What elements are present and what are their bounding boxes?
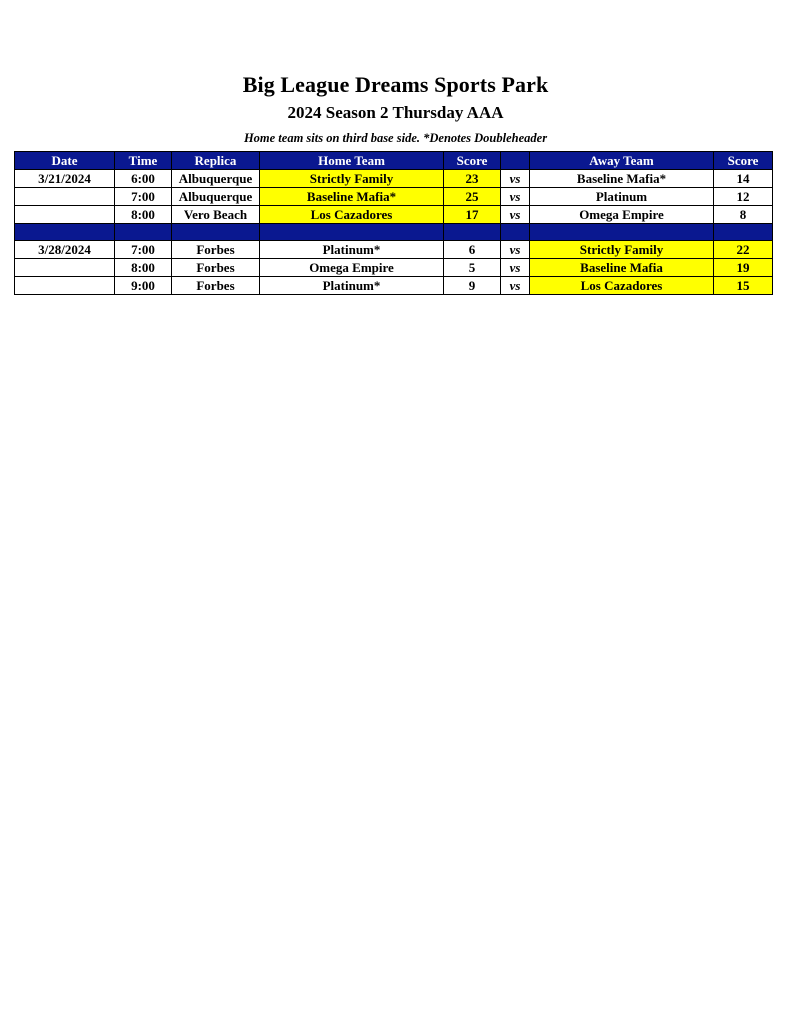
col-header-away-score: Score	[714, 152, 773, 170]
page-subtitle: 2024 Season 2 Thursday AAA	[287, 103, 504, 122]
game-replica: Forbes	[172, 277, 260, 295]
vs-label: vs	[501, 241, 530, 259]
home-score: 25	[444, 188, 501, 206]
away-score: 19	[714, 259, 773, 277]
game-date: 3/21/2024	[15, 170, 115, 188]
separator-cell	[172, 224, 260, 241]
table-row	[15, 277, 773, 295]
table-row	[15, 170, 773, 188]
home-score: 23	[444, 170, 501, 188]
game-time: 6:00	[115, 170, 172, 188]
game-date	[15, 206, 115, 224]
game-time: 8:00	[115, 259, 172, 277]
game-replica: Albuquerque	[172, 170, 260, 188]
home-score: 9	[444, 277, 501, 295]
home-team: Strictly Family	[260, 170, 444, 188]
home-score: 6	[444, 241, 501, 259]
home-team: Baseline Mafia*	[260, 188, 444, 206]
vs-label: vs	[501, 170, 530, 188]
separator-cell	[444, 224, 501, 241]
separator-cell	[15, 224, 115, 241]
game-time: 8:00	[115, 206, 172, 224]
home-score: 17	[444, 206, 501, 224]
away-team: Omega Empire	[530, 206, 714, 224]
table-row	[15, 188, 773, 206]
home-team: Los Cazadores	[260, 206, 444, 224]
vs-label: vs	[501, 277, 530, 295]
game-date: 3/28/2024	[15, 241, 115, 259]
table-row	[15, 259, 773, 277]
table-row	[15, 241, 773, 259]
away-score: 14	[714, 170, 773, 188]
away-team: Baseline Mafia	[530, 259, 714, 277]
col-header-vs	[501, 152, 530, 170]
game-time: 7:00	[115, 241, 172, 259]
week-separator-row	[15, 224, 773, 241]
schedule-table	[14, 151, 773, 295]
col-header-replica: Replica	[172, 152, 260, 170]
away-score: 12	[714, 188, 773, 206]
vs-label: vs	[501, 259, 530, 277]
away-team: Los Cazadores	[530, 277, 714, 295]
game-replica: Forbes	[172, 241, 260, 259]
separator-cell	[530, 224, 714, 241]
home-score: 5	[444, 259, 501, 277]
game-replica: Vero Beach	[172, 206, 260, 224]
away-score: 22	[714, 241, 773, 259]
col-header-away-team: Away Team	[530, 152, 714, 170]
table-header-row	[15, 152, 773, 170]
home-team: Platinum*	[260, 241, 444, 259]
col-header-home-score: Score	[444, 152, 501, 170]
separator-cell	[714, 224, 773, 241]
home-team: Omega Empire	[260, 259, 444, 277]
page-title: Big League Dreams Sports Park	[242, 72, 549, 97]
game-date	[15, 259, 115, 277]
schedule-note: Home team sits on third base side. *Denotes Doubleheader	[243, 131, 548, 145]
separator-cell	[115, 224, 172, 241]
game-time: 7:00	[115, 188, 172, 206]
away-team: Baseline Mafia*	[530, 170, 714, 188]
away-score: 8	[714, 206, 773, 224]
game-date	[15, 277, 115, 295]
col-header-home-team: Home Team	[260, 152, 444, 170]
away-team: Strictly Family	[530, 241, 714, 259]
away-score: 15	[714, 277, 773, 295]
col-header-time: Time	[115, 152, 172, 170]
separator-cell	[260, 224, 444, 241]
game-replica: Albuquerque	[172, 188, 260, 206]
vs-label: vs	[501, 206, 530, 224]
game-replica: Forbes	[172, 259, 260, 277]
col-header-date: Date	[15, 152, 115, 170]
game-time: 9:00	[115, 277, 172, 295]
table-row	[15, 206, 773, 224]
vs-label: vs	[501, 188, 530, 206]
away-team: Platinum	[530, 188, 714, 206]
game-date	[15, 188, 115, 206]
home-team: Platinum*	[260, 277, 444, 295]
separator-cell	[501, 224, 530, 241]
